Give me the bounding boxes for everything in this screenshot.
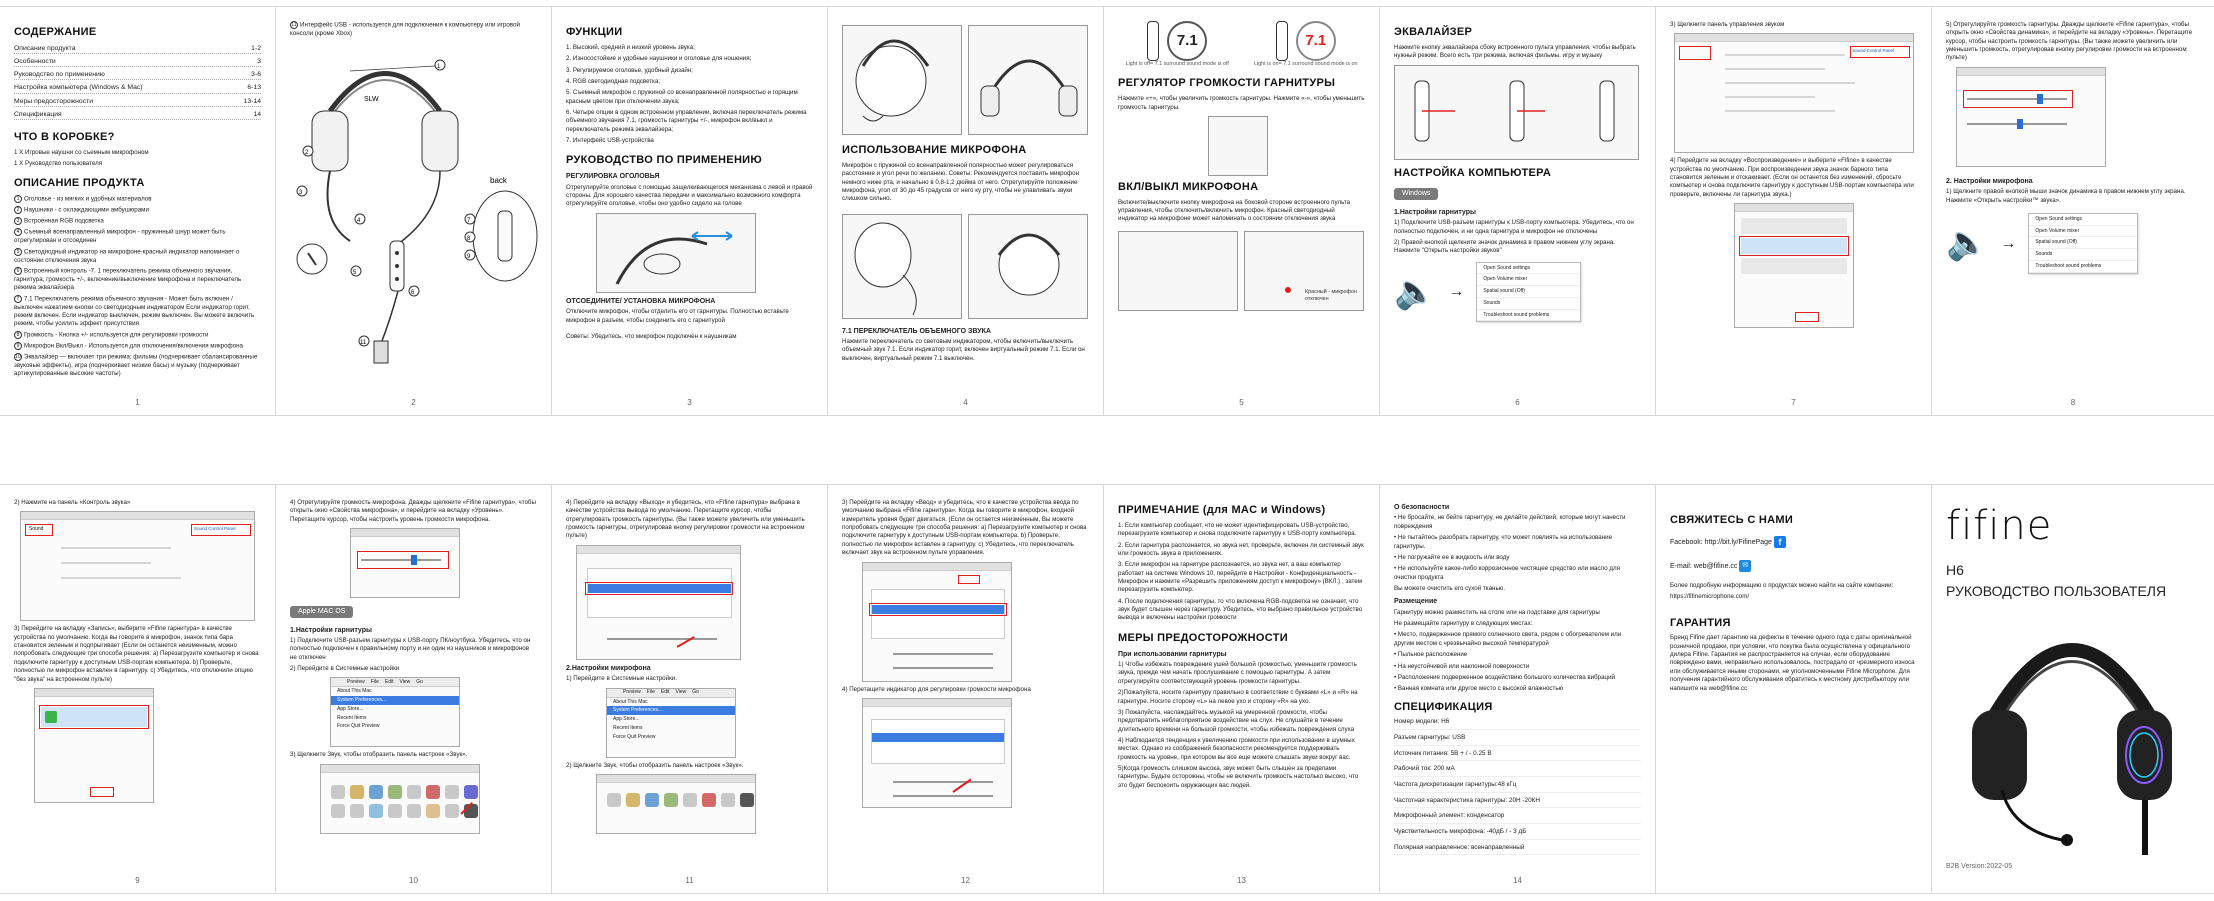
user-guide-title: РУКОВОДСТВО ПОЛЬЗОВАТЕЛЯ (1946, 582, 2167, 599)
spec-item: Разъем гарнитуры: USB (1394, 734, 1641, 746)
speaker-icon: 🔈 (1946, 224, 1989, 263)
facebook-icon: f (1774, 536, 1786, 548)
page-15 (1656, 485, 1932, 893)
arrow-right-icon: → (1448, 283, 1465, 301)
desc-item-number: 3 (14, 217, 22, 225)
page-14 (1380, 485, 1656, 893)
speaker-icon: 🔈 (1394, 273, 1437, 312)
features-title: ФУНКЦИИ (566, 26, 623, 38)
desc-item (14, 195, 261, 204)
caution-item: 1) Чтобы избежать повреждения ушей большой громкостью, уменьшите громкость звука, прежде чем начать прослушивание с помощью гарнитуры. А затем отрегулируйте соответствующий уровень громкости гарнитуры. (1118, 661, 1357, 685)
toc-page: 14 (253, 110, 261, 118)
toc-label: Меры предосторожности (14, 97, 93, 105)
sound-pref-icon (740, 793, 754, 807)
mac-step1: 1) Подключите USB-разъем гарнитуры к USB-порту ПК/ноутбука. Убедитесь, что он полностью подключен к правильному порту и ни один из наушников и микрофонов не отключен (290, 636, 531, 661)
mic-setup-title: 2. Настройки микрофона (1946, 177, 2033, 185)
volume-text: Нажмите «+», чтобы увеличить громкость гарнитуры. Нажмите «-», чтобы уменьшить громкость гарнитуры. (1118, 95, 1365, 111)
mac-output-screenshot (576, 545, 741, 660)
mic-detach-illustrations (842, 210, 1089, 323)
menu-item: Open Sound settings (1477, 263, 1580, 275)
mic-plug-image (842, 214, 962, 319)
red-led-icon (1285, 287, 1291, 293)
feature-item: 4. RGB светодиодная подсветка; (566, 77, 661, 85)
apple-menu-item: Recent Items (337, 714, 367, 721)
win-step2: 2) Правой кнопкой щелкните значок динамика в правом нижнем углу экрана. Нажмите "Открыть настройки звуков" (1394, 239, 1616, 255)
menubar-item: File (646, 689, 655, 696)
menu-item: Open Volume mixer (2029, 226, 2137, 238)
placement-item: Не размещайте гарнитуру в следующих местах: (1394, 620, 1533, 628)
guide-title: РУКОВОДСТВО ПО ПРИМЕНЕНИЮ (566, 154, 763, 167)
menubar-item: Edit (660, 689, 670, 696)
desc-item-text: Светодиодный индикатор на микрофоне-красный индикатор напоминает о состоянии отключения звука (14, 248, 240, 264)
caution-item: 2)Пожалуйста, носите гарнитуру правильно в соответствии с буквами «L» и «R» на гарнитуре. Носите сторону «L» на левое ухо и сторону «R» на ухо. (1118, 689, 1358, 705)
box-item: 1 X Игровые наушни со съемным микрофоном (14, 148, 149, 156)
mic-angle-image (968, 25, 1088, 135)
desc-item-number: 5 (14, 248, 22, 256)
desc-item (14, 295, 261, 329)
mac-input-step3: 3) Перейдите на вкладку «Ввод» и убедитесь, что в качестве устройства ввода по умолчанию выбрана «Fifine гарнитура». Когда вы говорите в микрофон, входной измеритель уровня будет двигаться. (Если он остается неизменным, Вы можете попробовать следующие три способа решения: a) Перезагрузите компьютер и снова подключите гарнитуру к доступным USB-портам компьютера. b) Проверьте, полностью ли микрофон вставлен в гарнитуру. c) Убедитесь, что переключатель включает звук на встроенном пульте управления. (842, 499, 1087, 557)
sound-settings-screenshot (1674, 33, 1914, 153)
mac-setup-title: 1.Настройки гарнитуры (290, 626, 372, 634)
caution-item: 5)Когда громкость слишком высока, звук может быть слышен за пределами гарнитуры. Будьте осторожны, чтобы не включить громкость настолько высоко, что это будет беспокоить окружающих вас людей. (1118, 765, 1359, 789)
toc-page: 6-13 (247, 84, 261, 92)
toc-label: Настройка компьютера (Windows & Mac) (14, 84, 143, 92)
safety-item: Вы можете очистить его сухой тканью. (1394, 584, 1506, 592)
surround-on-badge: 7.1 (1296, 21, 1336, 61)
facebook-link[interactable]: Facebook: http://bit.ly/FifinePage (1670, 538, 1772, 546)
menu-item: Open Volume mixer (1477, 274, 1580, 286)
detach-text: Отключите микрофон, чтобы отделить его от гарнитуры. Полностью вставьте микрофон в разъем, чтобы соединить его с гарнитурой (566, 308, 789, 324)
box-title: ЧТО В КОРОБКЕ? (14, 130, 115, 143)
website-link[interactable]: https://fifinemicrophone.com/ (1670, 593, 1750, 601)
caution-item: 4) Наблюдается тенденция к увеличению громкости при использовании в шумных местах. Однако из соображений безопасности рекомендуется поддерживать громкость на уровне, при котором вы все еще можете слышать звуки вокруг вас. (1118, 736, 1355, 761)
toc-label: Руководство по применению (14, 71, 105, 79)
eq-illustration (1394, 65, 1639, 160)
box-item: 1 X Руководство пользователя (14, 160, 103, 168)
svg-text:4: 4 (357, 218, 361, 225)
page-number: 8 (2070, 398, 2076, 408)
note-item: 3. Если микрофон на гарнитуре распознается, но звука нет, а ваш компьютер работает на системе Windows 10, перейдите в Настройки - Конфиденциальность - Микрофон и нажмите «Разрешить приложениям доступ к микрофону» (ВКЛ.) , затем перезагрузить компьютер. (1118, 561, 1363, 594)
svg-text:5: 5 (353, 270, 357, 277)
menu-item: Spatial sound (Off) (1477, 286, 1580, 298)
svg-text:3: 3 (299, 190, 303, 197)
page-number: 7 (1791, 398, 1796, 408)
mute-text: Включите/выключите кнопку микрофона на боковой стороне встроенного пульта управления, чтобы отключить/включить микрофон. Красный светодиодный индикатор на микрофоне может напоминать о состоянии отключения звука (1118, 198, 1351, 223)
mac-mic-step1: 1) Перейдите в Системные настройки. (566, 675, 677, 683)
svg-text:8: 8 (467, 236, 471, 243)
spec-item: Рабочий ток: 200 мА (1394, 765, 1641, 777)
recording-tab-screenshot (34, 688, 154, 803)
safety-item: • Не используйте какое-либо коррозионное чистящее средство или масло для очистки продукта (1394, 565, 1620, 581)
model-name: H6 (1946, 562, 1964, 578)
apple-menu-item: Force Quit Preview (613, 733, 656, 740)
pc-setup-title: НАСТРОЙКА КОМПЬЮТЕРА (1394, 166, 1552, 179)
volume-illustration (1208, 116, 1268, 176)
system-preferences-screenshot (596, 774, 756, 834)
svg-text:11: 11 (360, 340, 367, 347)
mic-step3: 3) Перейдите на вкладку «Запись», выберите «Fifine гарнитура» в качестве устройства по умолчанию. Когда вы говорите в микрофон, значок типа бара становится зеленым и подпрыгивает (Если он останется неизменным, можно попробовать следующие три способа решения: а) Перезагрузите компьютер и снова подключите гарнитуру к доступным USB-портам компьютера. b) Проверьте, полностью ли микрофон вставлен в гарнитуру. c) Убедитесь, что отключили опцию "без звука" на встроенном пульте) (14, 625, 259, 683)
menu-item: Troubleshoot sound problems (2029, 261, 2137, 273)
toc-page: 13-14 (243, 97, 261, 105)
desc-item-text: 7.1 Переключатель режима объемного звучания - Может быть включен / выключен нажатием кнопки со светодиодным индикатором Если индикатор горит, режим включен. Если индикатор выключен, режим выключен. Вы можете включить режим, чтобы усилить эффект присутствия (14, 295, 255, 328)
apple-menu-item: App Store... (613, 716, 640, 723)
page-number: 11 (685, 876, 694, 886)
sound-label: Sound (29, 526, 44, 533)
note-item: 2. Если гарнитура распознается, но звука нет, проверьте, включен ли системный звук или громкость звука в приложениях. (1118, 541, 1364, 557)
desc-item (14, 353, 261, 379)
svg-text:9: 9 (467, 254, 471, 261)
mic-use-text: Микрофон с пружиной со всенаправленной полярностью может регулироваться расстояние и угол речи по желанию. Советы: Рекомендуется поставить микрофон немного ниже рта, и начально в 0,8-1,2 дюйма от него. Отрегулируйте положение микрофона, угол от 30 до 45 градусов от него ку рту, чтобы не улавливать звуки слишком сильно. (842, 161, 1080, 203)
surround-off-panel (1118, 21, 1237, 68)
page-7 (1656, 7, 1932, 415)
warranty-text: Бренд Fifine дает гарантию на дефекты в течение одного года с даты оригинальной розничной продажи, при условии, что покупка была осуществлена у официального дилера Fifine. Гарантия не распространяется на случаи, если оборудование повреждено вами, неправильно использовалось, пострадало от чрезмерного износа или обслуживается иными сторонами, не уполномоченными Fifine Microphone. Для получения гарантийного обслуживания обратитесь к местному дистрибьютору или напишите на web@fifine.cc (1670, 634, 1915, 692)
menubar-item: Preview (347, 679, 365, 686)
safety-item: • Не погружайте ее в жидкость или воду (1394, 553, 1510, 561)
safety-item: • Не бросайте, не бейте гарнитуру, не делайте действий, которые могут нанести повреждения (1394, 514, 1626, 530)
feature-item: 1. Высокий, средний и низкий уровень звука; (566, 43, 695, 51)
caution-item: 3) Пожалуйста, наслаждайтесь музыкой на умеренной громкости, чтобы предотвратить неблагоприятное воздействие на слух. Не слушайте в течение длительного времени на большой громкости, чтобы избежать повреждения слуха (1118, 708, 1355, 733)
menu-item: Sounds (1477, 298, 1580, 310)
safety-list (1394, 514, 1641, 593)
headband-text: Отрегулируйте оголовье с помощью защелкивающегося механизма с левой и правой стороны. Для хорошего качества передачи и максимально возможного комфорта отрегулируйте оголовье, чтобы оно удобно сидело на голове (566, 183, 813, 208)
feature-item: 3. Регулируемое оголовье, удобный дизайн; (566, 66, 693, 74)
eq-title: ЭКВАЛАЙЗЕР (1394, 26, 1473, 38)
toc-row (14, 110, 261, 120)
mac-mic-step2: 2) Щелкните Звук, чтобы отобразить панель настроек «Звук». (566, 761, 744, 769)
svg-text:2: 2 (305, 150, 309, 157)
callout-11: 11 (291, 22, 297, 28)
sound-panel-screenshot (20, 511, 255, 621)
desc-item-number: 8 (14, 331, 22, 339)
page-number: 9 (135, 876, 140, 886)
win-step5: 5) Отрегулируйте громкость гарнитуры. Дважды щелкните «Fifine гарнитура», чтобы открыть окно «Свойства динамика», и перейдите на вкладку «Уровень». Перетащите курсор, чтобы настроить громкость гарнитуры. (Вы также можете увеличить или уменьшить громкость, отрегулировав кнопку регулировки громкости на встроенном пульте) (1946, 21, 2193, 62)
apple-menu-item: About This Mac (337, 688, 372, 695)
sound-control-panel-link: Sound Control Panel (1852, 48, 1895, 54)
surround-off-badge: 7.1 (1167, 21, 1207, 61)
menu-item: Troubleshoot sound problems (1477, 310, 1580, 322)
desc-item (14, 217, 261, 226)
mute-title: ВКЛ/ВЫКЛ МИКРОФОНА (1118, 180, 1259, 193)
feature-item: 2. Износостойкие и удобные наушники и оголовье для ношения; (566, 55, 752, 63)
mac-output-step4: 4) Перейдите на вкладку «Выход» и убедитесь, что «Fifine гарнитура» выбрана в качестве устройства вывода по умолчанию. Перетащите курсор, чтобы отрегулировать громкость гарнитуры. (Вы также можете увеличить или уменьшить громкость гарнитуры, отрегулировав кнопку регулировки громкости на встроенном пульте) (566, 499, 805, 540)
svg-text:SLW: SLW (364, 96, 379, 104)
caution-title: МЕРЫ ПРЕДОСТОРОЖНОСТИ (1118, 631, 1288, 644)
desc-item-number: 10 (15, 353, 21, 360)
notes-list (1118, 522, 1365, 623)
toc-label: Особенности (14, 58, 56, 66)
desc-items (14, 195, 261, 378)
menubar-item: Go (416, 679, 423, 686)
surround-on-caption: Light is on= 7.1 surround sound mode is on (1253, 61, 1358, 67)
svg-text:1: 1 (437, 64, 441, 71)
safety-title: О безопасности (1394, 504, 1450, 511)
desc-item-text: Съемный всенаправленный микрофон - пружинный шнур может быть отрегулирован и отсоединен (14, 228, 226, 245)
toc-row (14, 44, 261, 54)
mic-setup-step1: 1) Щелкните правой кнопкой мыши значок динамика в правом нижнем углу экрана. Нажмите «Открыть настройки™ звука». (1946, 188, 2186, 204)
desc-item-number: 9 (14, 342, 22, 350)
apple-menu-screenshot (606, 688, 736, 758)
placement-list (1394, 609, 1641, 694)
placement-title: Размещение (1394, 598, 1438, 606)
desc-item-number: 1 (14, 195, 22, 203)
mic-position-image (842, 25, 962, 135)
mac-step3: 3) Щелкните Звук, чтобы отобразить панель настроек «Звук». (290, 751, 468, 759)
menubar-item: File (370, 679, 379, 686)
tip-text: Советы: Убедитесь, что микрофон подключен к наушникам (566, 332, 737, 340)
mac-menubar (331, 678, 459, 687)
sound-control-panel-link: Sound Control Panel (194, 526, 236, 532)
page-number: 10 (409, 876, 418, 886)
desc-item (14, 267, 261, 293)
page-cover (1932, 485, 2214, 893)
apple-menu-item: System Preferences... (331, 696, 459, 705)
desc-item-text: Встроенный контроль -7. 1 переключатель режима объемного звучания, гарнитура, громкость +/-, включение/выключение микрофона и переключатель режима эквалайзера (14, 267, 242, 292)
mac-badge: Apple MAC OS (290, 606, 353, 617)
apple-menu-item: Recent Items (613, 724, 643, 731)
back-label: back (490, 176, 507, 186)
surround-text: Нажмите переключатель со световым индикатором, чтобы включить/выключить объемный звук 7.1. Если индикатор горит, включен виртуальный режим 7.1. Если он выключен, виртуальный режим 7.1 выключен. (842, 338, 1085, 362)
menubar-item: Go (692, 689, 699, 696)
placement-item: • Ванная комната или другое место с высокой влажностью (1394, 685, 1564, 693)
page-12 (828, 485, 1104, 893)
menu-item: Sounds (2029, 249, 2137, 261)
page-number: 1 (135, 398, 140, 408)
surround-title: 7.1 ПЕРЕКЛЮЧАТЕЛЬ ОБЪЕМНОГО ЗВУКА (842, 327, 991, 335)
mic-use-title: ИСПОЛЬЗОВАНИЕ МИКРОФОНА (842, 144, 1027, 156)
email-icon: ✉ (1739, 560, 1751, 572)
page-6 (1380, 7, 1656, 415)
usb-interface-text: Интерфейс USB - используется для подключения к компьютеру или игровой консоли (кроме Xbox) (290, 21, 520, 37)
context-menu (2028, 213, 2138, 274)
page-11 (552, 485, 828, 893)
spec-item: Частота дискретизации гарнитуры:48 кГц (1394, 781, 1641, 793)
menubar-item: Preview (623, 689, 641, 696)
windows-badge: Windows (1394, 188, 1438, 199)
system-preferences-screenshot (320, 764, 480, 834)
mac-step2: 2) Перейдите в Системные настройки (290, 665, 400, 673)
placement-item: • Место, подверженное прямого солнечного света, рядом с обогревателем или другим местом с чрезвычайно высокой температурой (1394, 631, 1622, 647)
mac-input-level-screenshot (862, 698, 1012, 808)
page-1 (0, 7, 276, 415)
detach-title: ОТСОЕДИНИТЕ/ УСТАНОВКА МИКРОФОНА (566, 297, 716, 305)
spec-item: Частотная характеристика гарнитуры: 20Н -20КН (1394, 797, 1641, 809)
toc-page: 3-6 (251, 71, 261, 79)
desc-item-text: Оголовье - из мягких и удобных материалов (24, 195, 152, 203)
desc-item-text: Микрофон Вкл/Выкл - Используется для отключения/включения микрофона (24, 342, 243, 350)
spec-title: СПЕЦИФИКАЦИЯ (1394, 700, 1493, 713)
spec-item: Номер модели: H6 (1394, 718, 1641, 730)
page-number: 4 (963, 398, 968, 408)
placement-item: • На неустойчивой или наклонной поверхности (1394, 662, 1530, 670)
apple-menu-screenshot (330, 677, 460, 747)
toc-page: 3 (257, 58, 261, 66)
warranty-title: ГАРАНТИЯ (1670, 616, 1731, 629)
toc-page: 1-2 (251, 44, 261, 52)
note-item: 1. Если компьютер сообщает, что не может идентифицировать USB-устройство, перезагрузите компьютер и снова подключите гарнитуру к USB-порту компьютера. (1118, 521, 1357, 538)
remote-icon (1276, 21, 1288, 61)
mac-input-step4: 4) Перетащите индикатор для регулировки громкости микрофона (842, 685, 1031, 693)
version-text: B2B Version:2022-05 (1946, 862, 2013, 870)
page-number: 2 (411, 398, 416, 408)
box-items (14, 149, 261, 169)
apple-menu-item: App Store... (337, 705, 364, 712)
desc-item-number: 4 (14, 228, 22, 236)
desc-item-number: 2 (14, 206, 22, 214)
headset-product-image (1962, 600, 2182, 860)
cautions-list (1118, 661, 1365, 790)
placement-item: • Расположение подверженное воздействию большого количества вибраций (1394, 673, 1615, 681)
page-5 (1104, 7, 1380, 415)
page-number: 5 (1239, 398, 1244, 408)
apple-menu-item: Force Quit Preview (337, 723, 380, 730)
desc-item-number: 7 (14, 295, 22, 303)
email-link[interactable]: E-mail: web@fifine.cc (1670, 562, 1738, 570)
apple-menu-item: About This Mac (613, 698, 648, 705)
win-step1: 1) Подключите USB-разъем гарнитуры к USB-порту компьютера. Убедитесь, что он полностью подключен, и ни одна гарнитура и микрофон не отключены (1394, 219, 1634, 235)
page-3 (552, 7, 828, 415)
arrow-right-icon: → (2000, 234, 2017, 252)
mic-step4: 4) Отрегулируйте громкость микрофона. Дважды щелкните «Fifine гарнитура», чтобы открыть окно «Свойства микрофона», и перейдите на вкладку «Уровень». Перетащите курсор, чтобы настроить уровень громкости микрофона. (290, 499, 536, 523)
desc-item-number: 6 (14, 267, 22, 275)
headset-diagram (290, 41, 540, 371)
mic-wear-image (968, 214, 1088, 319)
desc-item-text: Громкость - Кнопка +/- используется для регулировки громкости (24, 331, 209, 339)
mute-mic-image (1244, 231, 1364, 311)
apple-menu (331, 687, 459, 731)
feature-item: 5. Съемный микрофон с пружиной со всенаправленной полярностью и горящим красным цветом при отключении звука; (566, 89, 798, 105)
spec-item: Полярная направленное: всенаправленный (1394, 844, 1641, 856)
brand-logo: fifine (1946, 503, 2053, 549)
mac-menubar (607, 689, 735, 698)
page-number: 6 (1515, 398, 1520, 408)
placement-item: Гарнитуру можно разместить на столе или на подставке для гарнитуры (1394, 608, 1600, 616)
desc-item (14, 206, 261, 215)
desc-item-text: Встроенная RGB подсветка (24, 217, 104, 225)
safety-item: • Не пытайтесь разобрать гарнитуру, что может повлиять на использование гарнитуры. (1394, 534, 1613, 550)
page-number: 12 (961, 876, 970, 886)
surround-off-caption: Light is off= 7.1 surround sound mode is off (1125, 61, 1229, 67)
desc-item-text: Эквалайзер — включает три режима: фильмы (подчеркивает сбалансированные звуковые эффекты), игра (подчеркивает низкие басы) и музыку (подчеркивает артикулированные высокие частоты) (14, 353, 258, 378)
sound-menu-illustration (1394, 262, 1641, 323)
remote-icon (1147, 21, 1159, 61)
spec-list (1394, 718, 1641, 855)
menubar-item: View (399, 679, 411, 686)
features-list (566, 44, 813, 146)
playback-tab-screenshot (1734, 203, 1854, 328)
mic-levels-screenshot (350, 528, 460, 598)
desc-item (14, 248, 261, 265)
caution-subtitle: При использовании гарнитуры (1118, 650, 1227, 658)
headband-illustration (596, 213, 756, 293)
win-step4: 4) Перейдите на вкладку «Воспроизведение» и выберите «Fifine» в качестве устройства по умолчанию. При воспроизведении звука значок барного типа становится зеленым и отскакивает. (Если он останется без изменений, сбросьте компьютер и снова подключите гарнитуру к доступным USB-портам компьютера или проверьте, включены ли гарнитура звука.) (1670, 157, 1914, 198)
manual-row-top (0, 6, 2214, 416)
feature-item: 6. Четыре опции в одном встроенном управлении, включая переключатель режима объемного звучания 7.1, громкость гарнитуры +/-, микрофон вкл/выкл и переключатель режима эквалайзера; (566, 109, 807, 133)
page-4 (828, 7, 1104, 415)
desc-item (14, 331, 261, 340)
toc-row (14, 57, 261, 67)
mic-illustrations (842, 21, 1089, 139)
menu-item: Spatial sound (Off) (2029, 237, 2137, 249)
surround-on-panel (1247, 21, 1366, 68)
desc-item (14, 342, 261, 351)
win-setup-title: 1.Настройки гарнитуры (1394, 208, 1476, 216)
desc-title: ОПИСАНИЕ ПРОДУКТА (14, 177, 145, 190)
menubar-item: Edit (384, 679, 394, 686)
page-9 (0, 485, 276, 893)
spec-item: Микрофонный элемент: конденсатор (1394, 812, 1641, 824)
mac-mic-title: 2.Настройки микрофона (566, 664, 651, 672)
mic-sound-menu-illustration (1946, 213, 2200, 274)
mute-remote-image (1118, 231, 1238, 311)
volume-title: РЕГУЛЯТОР ГРОМКОСТИ ГАРНИТУРЫ (1118, 77, 1336, 90)
note-title: ПРИМЕЧАНИЕ (для MAC и Windows) (1118, 504, 1326, 516)
svg-text:7: 7 (467, 218, 471, 225)
page-8 (1932, 7, 2214, 415)
manual-row-bottom (0, 484, 2214, 894)
page-number: 14 (1513, 876, 1522, 886)
contact-title: СВЯЖИТЕСЬ С НАМИ (1670, 514, 1794, 526)
apple-menu (607, 698, 735, 742)
mac-input-screenshot (862, 562, 1012, 682)
page-10 (276, 485, 552, 893)
win-step3: 3) Щелкните панель управления звуком (1670, 21, 1785, 28)
spec-item: Чувствительность микрофона: -40дБ / - 3 дБ (1394, 828, 1641, 840)
headband-title: РЕГУЛИРОВКА ОГОЛОВЬЯ (566, 173, 660, 181)
toc-row (14, 97, 261, 107)
desc-item (14, 228, 261, 245)
menubar-item: View (675, 689, 687, 696)
eq-text: Нажмите кнопку эквалайзера сбоку встроенного пульта управления, чтобы выбрать нужный режим. Всего есть три режима, включая фильмы, игру и музыку (1394, 43, 1636, 60)
page-number: 13 (1237, 876, 1246, 886)
menu-item: Open Sound settings (2029, 214, 2137, 226)
placement-item: • Пыльное расположение (1394, 651, 1468, 659)
svg-text:6: 6 (411, 290, 415, 297)
toc-title: СОДЕРЖАНИЕ (14, 26, 97, 38)
page-13 (1104, 485, 1380, 893)
desc-item-text: Наушники - с охлаждающими амбушюрами (24, 206, 149, 214)
toc-list (14, 44, 261, 120)
spec-item: Источник питания: 5В + / - 0.25 В (1394, 750, 1641, 762)
speaker-levels-screenshot (1956, 67, 2106, 167)
toc-label: Описание продукта (14, 44, 76, 52)
toc-row (14, 70, 261, 80)
surround-indicators (1118, 21, 1365, 68)
mute-illustrations (1118, 227, 1365, 315)
mic-step2: 2) Нажмите на панель «Контроль звука» (14, 499, 131, 506)
feature-item: 7. Интерфейс USB-устройства (566, 137, 654, 145)
context-menu (1476, 262, 1581, 323)
page-2 (276, 7, 552, 415)
note-item: 4. После подключения гарнитуры, то что включена RGB-подсветка не означает, что звук будет слышен через гарнитуру. Убедитесь, что выбрано правильное устройство вывода и включены настройки громкости (1118, 597, 1363, 622)
mute-caption: Красный - микрофон отключен (1305, 289, 1357, 303)
more-info-text: Более подробную информацию о продуктах можно найти на сайте компании: (1670, 581, 1894, 589)
apple-menu-item: System Preferences... (607, 706, 735, 715)
toc-label: Спецификация (14, 110, 62, 118)
page-number: 3 (687, 398, 692, 408)
toc-row (14, 83, 261, 93)
